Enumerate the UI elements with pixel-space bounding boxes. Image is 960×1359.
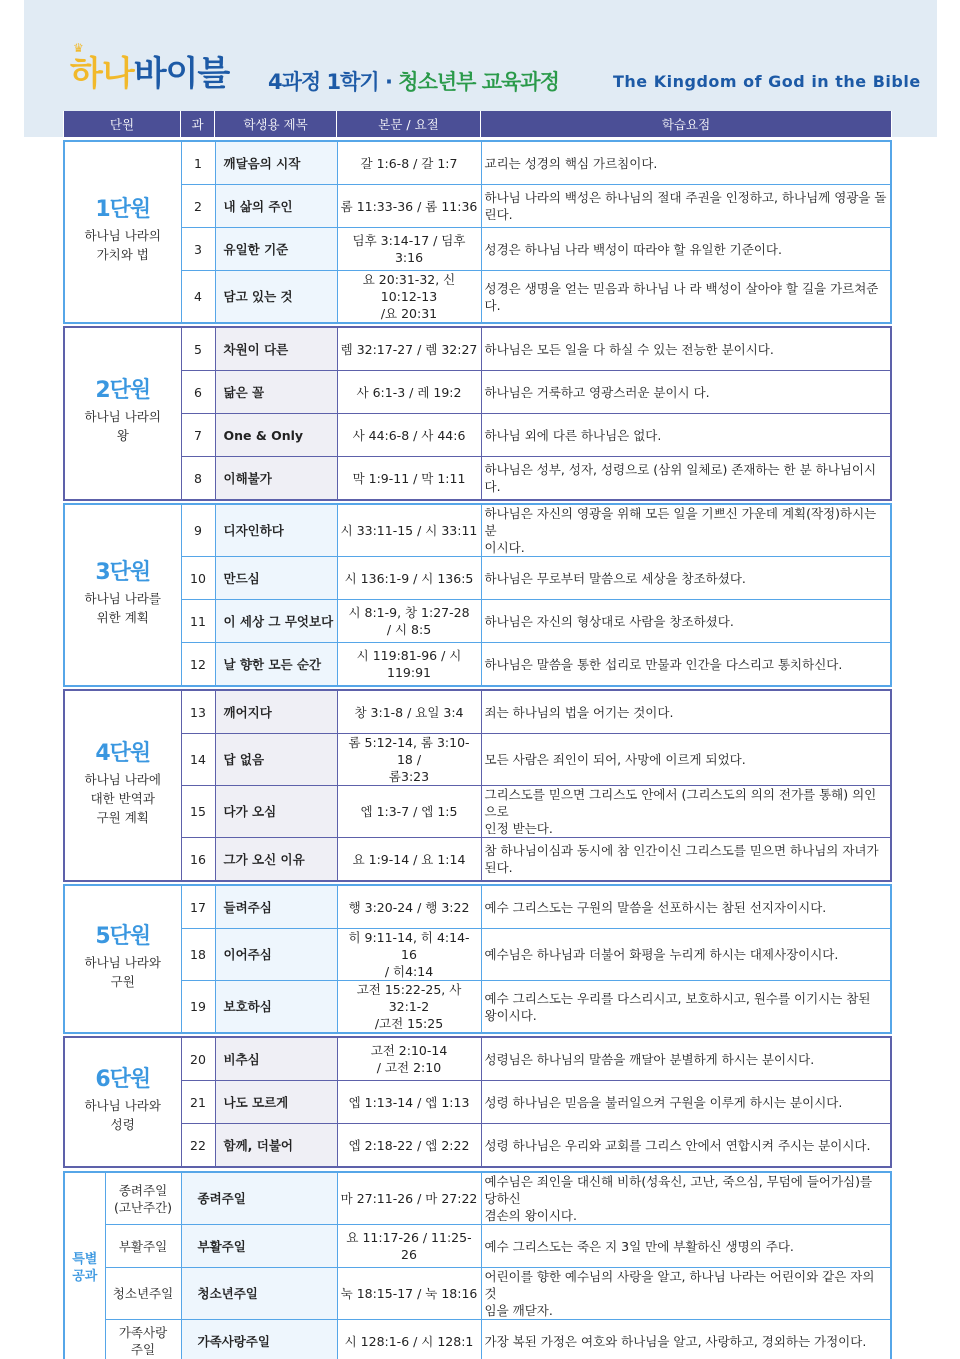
lesson-number: 13 (181, 690, 215, 734)
title-dept: 청소년부 교육과정 (398, 70, 559, 94)
table-row (64, 557, 891, 600)
lesson-title: 다가 오심 (215, 786, 337, 838)
lesson-point: 참 하나님이심과 동시에 참 인간이신 그리스도를 믿으면 하나님의 자녀가 된다. (481, 838, 891, 882)
table-row (64, 1037, 891, 1081)
table-row (64, 141, 891, 185)
special-sub-label: 청소년주일 (105, 1268, 181, 1320)
lesson-passage: 사 44:6-8 / 사 44:6 (337, 414, 481, 457)
table-row (64, 929, 891, 981)
lesson-point: 하나님은 자신의 형상대로 사람을 창조하셨다. (481, 600, 891, 643)
unit-cell (64, 504, 181, 686)
special-block (63, 1171, 892, 1359)
lesson-passage: 엡 1:3-7 / 엡 1:5 (337, 786, 481, 838)
table-row (64, 1268, 891, 1320)
lesson-title: 이 세상 그 무엇보다 (215, 600, 337, 643)
lesson-passage: 고전 2:10-14 / 고전 2:10 (337, 1037, 481, 1081)
lesson-passage: 시 8:1-9, 창 1:27-28 / 시 8:5 (337, 600, 481, 643)
lesson-number: 10 (181, 557, 215, 600)
table-row (64, 1225, 891, 1268)
table-row (64, 414, 891, 457)
lesson-passage: 창 3:1-8 / 요일 3:4 (337, 690, 481, 734)
logo-part2: 바이블 (133, 54, 230, 94)
lesson-number: 14 (181, 734, 215, 786)
lesson-passage: 딤후 3:14-17 / 딤후 3:16 (337, 228, 481, 271)
lesson-point: 모든 사람은 죄인이 되어, 사망에 이르게 되었다. (481, 734, 891, 786)
lesson-number: 16 (181, 838, 215, 882)
lesson-point: 성령님은 하나님의 말씀을 깨달아 분별하게 하시는 분이시다. (481, 1037, 891, 1081)
lesson-number: 9 (181, 504, 215, 557)
table-row (64, 734, 891, 786)
lesson-title: 이어주심 (215, 929, 337, 981)
lesson-passage: 시 119:81-96 / 시 119:91 (337, 643, 481, 687)
lesson-point: 하나님은 거룩하고 영광스러운 분이시 다. (481, 371, 891, 414)
lesson-passage: 요 1:9-14 / 요 1:14 (337, 838, 481, 882)
lesson-title: 나도 모르게 (215, 1081, 337, 1124)
table-row (64, 600, 891, 643)
col-unit: 단원 (64, 111, 181, 138)
lesson-point: 하나님 외에 다른 하나님은 없다. (481, 414, 891, 457)
lesson-point: 성경은 하나님 나라 백성이 따라야 할 유일한 기준이다. (481, 228, 891, 271)
unit-subtitle: 하나님 나라를 위한 계획 (84, 590, 161, 625)
lesson-title: 답 없음 (215, 734, 337, 786)
lesson-point: 죄는 하나님의 법을 어기는 것이다. (481, 690, 891, 734)
lesson-passage: 롬 5:12-14, 롬 3:10-18 / 롬3:23 (337, 734, 481, 786)
unit-number: 6단원 (95, 1066, 151, 1092)
lesson-point: 어린이를 향한 예수님의 사랑을 알고, 하나님 나라는 어린이와 같은 자의 것 임을 깨닫자. (481, 1268, 891, 1320)
table-row (64, 885, 891, 929)
lesson-title: 들려주심 (215, 885, 337, 929)
lesson-point: 그리스도를 믿으면 그리스도 안에서 (그리스도의 의의 전가를 통해) 의인으로 인정 받는다. (481, 786, 891, 838)
lesson-passage: 요 11:17-26 / 11:25-26 (337, 1225, 481, 1268)
english-subtitle: The Kingdom of God in the Bible (613, 72, 921, 91)
lesson-title: 날 향한 모든 순간 (215, 643, 337, 687)
lesson-number: 3 (181, 228, 215, 271)
col-title: 학생용 제목 (215, 111, 337, 138)
special-label: 특별 공과 (64, 1172, 105, 1359)
table-row (64, 185, 891, 228)
unit-block (63, 884, 892, 1034)
unit-cell (64, 327, 181, 500)
lesson-passage: 롬 11:33-36 / 롬 11:36 (337, 185, 481, 228)
lesson-title: 깨달음의 시작 (215, 141, 337, 185)
lesson-title: 그가 오신 이유 (215, 838, 337, 882)
lesson-passage: 렘 32:17-27 / 렘 32:27 (337, 327, 481, 371)
unit-block (63, 503, 892, 687)
table-row (64, 1320, 891, 1359)
lesson-title: 가족사랑주일 (181, 1320, 337, 1359)
table-row (64, 643, 891, 687)
unit-number: 3단원 (95, 559, 151, 585)
lesson-passage: 막 1:9-11 / 막 1:11 (337, 457, 481, 501)
lesson-passage: 갈 1:6-8 / 갈 1:7 (337, 141, 481, 185)
lesson-passage: 사 6:1-3 / 레 19:2 (337, 371, 481, 414)
table-row (64, 371, 891, 414)
lesson-number: 8 (181, 457, 215, 501)
lesson-point: 하나님은 성부, 성자, 성령으로 (삼위 일체로) 존재하는 한 분 하나님이시다. (481, 457, 891, 501)
lesson-title: One & Only (215, 414, 337, 457)
lesson-number: 19 (181, 981, 215, 1034)
lesson-point: 예수 그리스도는 죽은 지 3일 만에 부활하신 생명의 주다. (481, 1225, 891, 1268)
special-sub-label: 가족사랑 주일 (105, 1320, 181, 1359)
unit-number: 1단원 (95, 196, 151, 222)
unit-subtitle: 하나님 나라에 대한 반역과 구원 계획 (84, 771, 161, 825)
unit-block (63, 326, 892, 501)
lesson-point: 성령 하나님은 믿음을 불러일으켜 구원을 이루게 하시는 분이시다. (481, 1081, 891, 1124)
lesson-number: 12 (181, 643, 215, 687)
lesson-number: 17 (181, 885, 215, 929)
lesson-number: 1 (181, 141, 215, 185)
unit-number: 2단원 (95, 378, 151, 403)
lesson-number: 4 (181, 271, 215, 324)
unit-subtitle: 하나님 나라와 성령 (84, 1097, 161, 1132)
unit-cell (64, 141, 181, 323)
lesson-title: 부활주일 (181, 1225, 337, 1268)
lesson-title: 함께, 더불어 (215, 1124, 337, 1168)
unit-subtitle: 하나님 나라의 왕 (84, 409, 161, 443)
table-header (63, 111, 892, 138)
lesson-point: 성경은 생명을 얻는 믿음과 하나님 나 라 백성이 살아야 할 길을 가르쳐준다. (481, 271, 891, 324)
lesson-point: 성령 하나님은 우리와 교회를 그리스 안에서 연합시켜 주시는 분이시다. (481, 1124, 891, 1168)
lesson-passage: 요 20:31-32, 신 10:12-13 /요 20:31 (337, 271, 481, 324)
lesson-point: 하나님은 모든 일을 다 하실 수 있는 전능한 분이시다. (481, 327, 891, 371)
lesson-point: 예수님은 죄인을 대신해 비하(성육신, 고난, 죽으심, 무덤에 들어가심)를 당하신 겸손의 왕이시다. (481, 1172, 891, 1225)
lesson-passage: 시 128:1-6 / 시 128:1 (337, 1320, 481, 1359)
col-passage: 본문 / 요절 (337, 111, 481, 138)
special-sub-label: 부활주일 (105, 1225, 181, 1268)
lesson-number: 7 (181, 414, 215, 457)
curriculum-table (63, 111, 892, 1359)
unit-block (63, 689, 892, 882)
table-row (64, 327, 891, 371)
lesson-point: 예수 그리스도는 우리를 다스리시고, 보호하시고, 원수를 이기시는 참된 왕이시다. (481, 981, 891, 1034)
lesson-number: 2 (181, 185, 215, 228)
lesson-title: 비추심 (215, 1037, 337, 1081)
lesson-title: 담고 있는 것 (215, 271, 337, 324)
lesson-point: 예수님은 하나님과 더불어 화평을 누리게 하시는 대제사장이시다. (481, 929, 891, 981)
lesson-number: 11 (181, 600, 215, 643)
lesson-point: 하나님은 자신의 영광을 위해 모든 일을 기쁘신 가운데 계획(작정)하시는 분 이시다. (481, 504, 891, 557)
table-row (64, 690, 891, 734)
page-title (268, 66, 559, 96)
lesson-title: 청소년주일 (181, 1268, 337, 1320)
lesson-passage: 눅 18:15-17 / 눅 18:16 (337, 1268, 481, 1320)
table-row (64, 504, 891, 557)
lesson-passage: 엡 2:18-22 / 엡 2:22 (337, 1124, 481, 1168)
unit-number: 5단원 (95, 923, 151, 949)
table-row (64, 1081, 891, 1124)
col-lesson: 과 (181, 111, 215, 138)
lesson-number: 18 (181, 929, 215, 981)
lesson-passage: 행 3:20-24 / 행 3:22 (337, 885, 481, 929)
lesson-passage: 히 9:11-14, 히 4:14-16 / 히4:14 (337, 929, 481, 981)
special-sub-label: 종려주일 (고난주간) (105, 1172, 181, 1225)
lesson-number: 5 (181, 327, 215, 371)
logo (70, 46, 229, 95)
table-row (64, 786, 891, 838)
lesson-number: 15 (181, 786, 215, 838)
lesson-point: 가장 복된 가정은 여호와 하나님을 알고, 사랑하고, 경외하는 가정이다. (481, 1320, 891, 1359)
lesson-title: 디자인하다 (215, 504, 337, 557)
lesson-passage: 시 136:1-9 / 시 136:5 (337, 557, 481, 600)
unit-cell (64, 1037, 181, 1167)
unit-block (63, 140, 892, 324)
lesson-title: 깨어지다 (215, 690, 337, 734)
lesson-number: 22 (181, 1124, 215, 1168)
lesson-number: 6 (181, 371, 215, 414)
table-row (64, 228, 891, 271)
lesson-title: 유일한 기준 (215, 228, 337, 271)
lesson-passage: 고전 15:22-25, 사 32:1-2 /고전 15:25 (337, 981, 481, 1034)
lesson-number: 20 (181, 1037, 215, 1081)
col-point: 학습요점 (481, 111, 892, 138)
lesson-number: 21 (181, 1081, 215, 1124)
table-row (64, 1172, 891, 1225)
lesson-title: 닮은 꼴 (215, 371, 337, 414)
table-row (64, 271, 891, 324)
lesson-point: 교리는 성경의 핵심 가르침이다. (481, 141, 891, 185)
table-row (64, 457, 891, 501)
unit-subtitle: 하나님 나라의 가치와 법 (84, 227, 161, 262)
lesson-title: 이해불가 (215, 457, 337, 501)
unit-cell (64, 885, 181, 1033)
unit-cell (64, 690, 181, 881)
lesson-point: 하나님 나라의 백성은 하나님의 절대 주권을 인정하고, 하나님께 영광을 돌린다. (481, 185, 891, 228)
lesson-point: 예수 그리스도는 구원의 말씀을 선포하시는 참된 선지자이시다. (481, 885, 891, 929)
crown-icon: ♛ (73, 41, 84, 55)
lesson-passage: 마 27:11-26 / 마 27:22 (337, 1172, 481, 1225)
lesson-title: 보호하심 (215, 981, 337, 1034)
unit-number: 4단원 (95, 740, 151, 766)
unit-block (63, 1036, 892, 1168)
lesson-title: 차원이 다른 (215, 327, 337, 371)
title-course: 4과정 1학기 · (268, 70, 399, 94)
logo-part1: 하나 (70, 54, 134, 94)
lesson-passage: 엡 1:13-14 / 엡 1:13 (337, 1081, 481, 1124)
table-row (64, 981, 891, 1034)
lesson-title: 내 삶의 주인 (215, 185, 337, 228)
lesson-passage: 시 33:11-15 / 시 33:11 (337, 504, 481, 557)
lesson-point: 하나님은 무로부터 말씀으로 세상을 창조하셨다. (481, 557, 891, 600)
table-row (64, 1124, 891, 1168)
lesson-title: 종려주일 (181, 1172, 337, 1225)
lesson-title: 만드심 (215, 557, 337, 600)
unit-subtitle: 하나님 나라와 구원 (84, 954, 161, 989)
table-row (64, 838, 891, 882)
lesson-point: 하나님은 말씀을 통한 섭리로 만물과 인간을 다스리고 통치하신다. (481, 643, 891, 687)
